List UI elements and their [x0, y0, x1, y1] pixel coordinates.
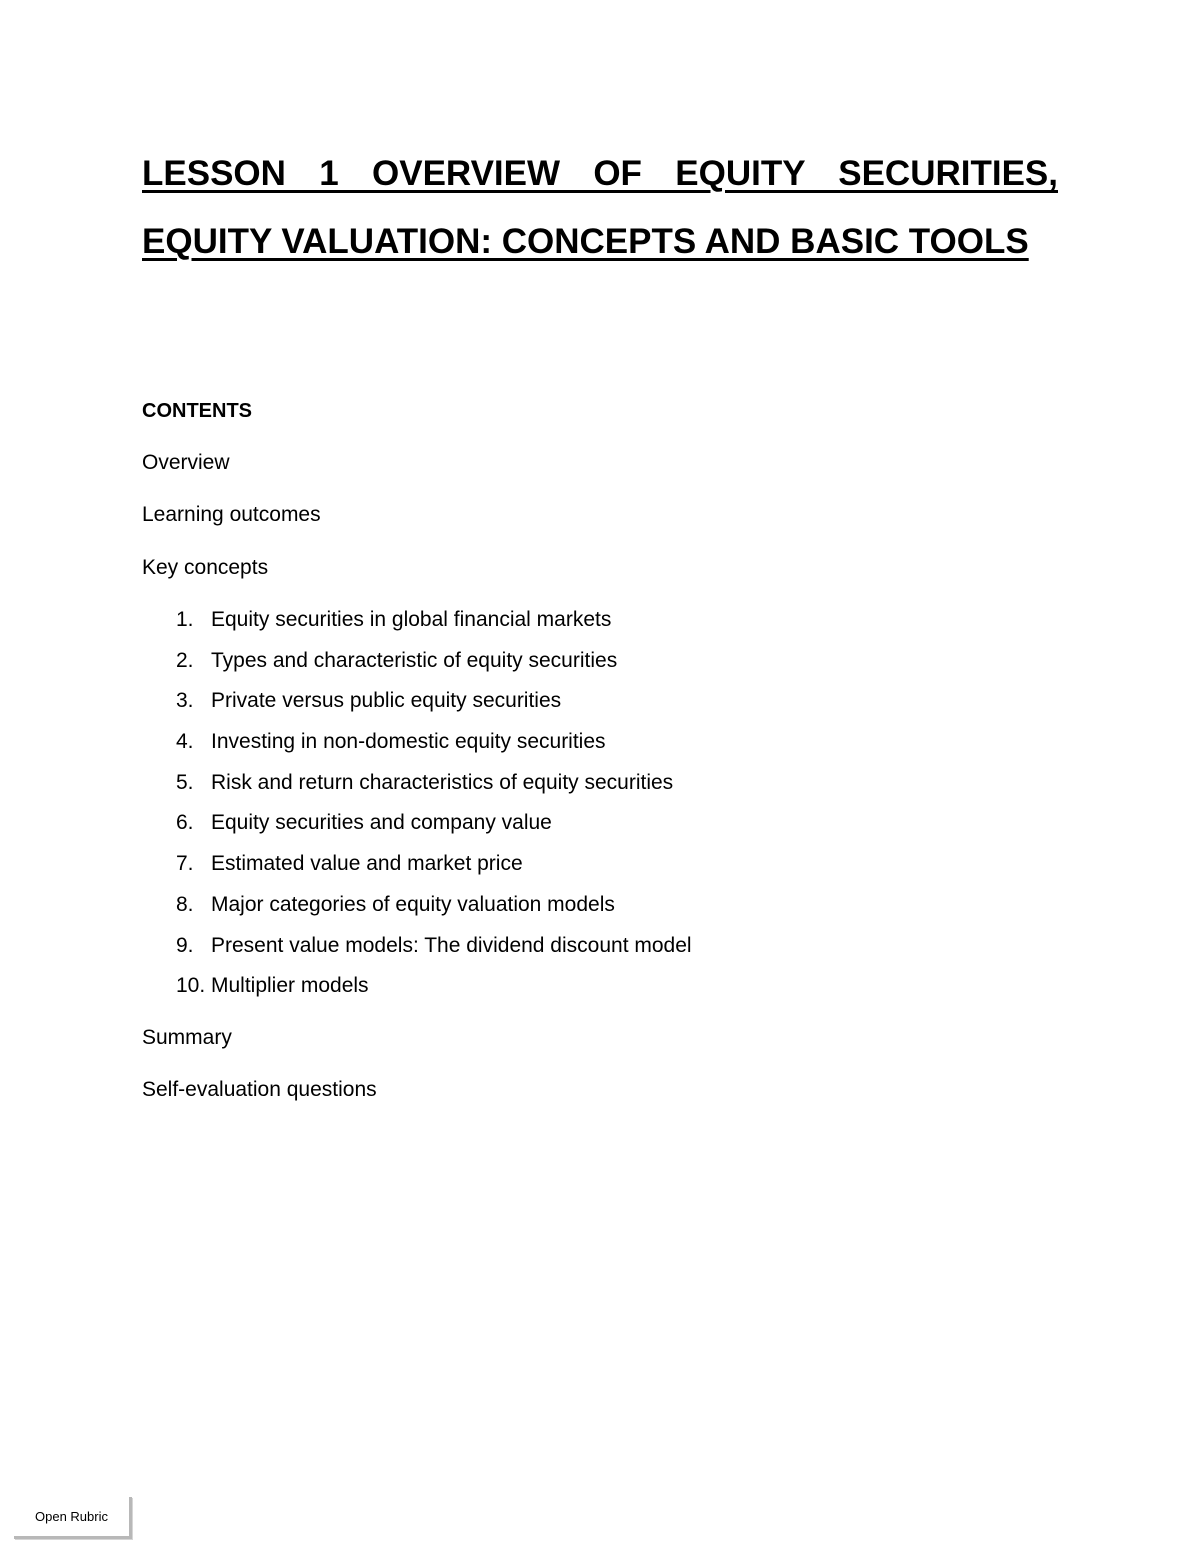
list-item-number: 8. — [176, 892, 194, 916]
list-item-number: 7. — [176, 852, 194, 876]
contents-entry-self-evaluation: Self-evaluation questions — [142, 1078, 377, 1101]
list-item-number: 4. — [176, 730, 194, 754]
list-item-number: 2. — [176, 648, 194, 672]
contents-heading: CONTENTS — [142, 400, 252, 422]
list-item-text: Present value models: The dividend discount model — [211, 933, 692, 957]
contents-entry-key-concepts: Key concepts — [142, 556, 269, 579]
open-rubric-button[interactable] — [14, 1497, 132, 1539]
contents-entry-overview: Overview — [142, 451, 230, 474]
list-item-number: 10. — [176, 974, 206, 998]
list-item-number: 9. — [176, 933, 194, 957]
list-item-text: Risk and return characteristics of equity securities — [211, 770, 674, 794]
list-item-text: Major categories of equity valuation models — [211, 892, 615, 916]
list-item-text: Equity securities and company value — [211, 811, 552, 835]
list-item-number: 6. — [176, 811, 194, 835]
list-item-text: Equity securities in global financial markets — [211, 608, 612, 631]
contents-entry-summary: Summary — [142, 1026, 232, 1049]
list-item-number: 5. — [176, 770, 194, 794]
list-item-number: 1. — [176, 608, 194, 631]
contents-entry-learning-outcomes: Learning outcomes — [142, 503, 321, 526]
list-item-text: Multiplier models — [211, 974, 369, 998]
list-item-text: Private versus public equity securities — [211, 689, 562, 713]
lesson-title: LESSON 1 OVERVIEW OF EQUITY SECURITIES, EQUITY VALUATION: CONCEPTS AND BASIC TOOLS — [142, 154, 1058, 261]
open-rubric-label: Open Rubric — [35, 1509, 108, 1524]
list-item-text: Types and characteristic of equity securities — [211, 648, 618, 672]
list-item-number: 3. — [176, 689, 194, 713]
list-item-text: Investing in non-domestic equity securities — [211, 730, 606, 754]
list-item-text: Estimated value and market price — [211, 852, 523, 876]
